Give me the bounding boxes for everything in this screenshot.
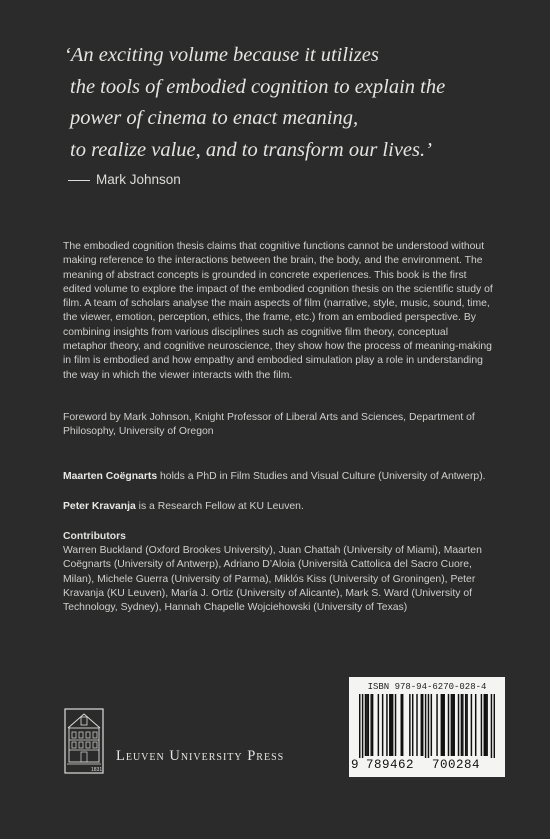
barcode-bar <box>392 694 393 756</box>
barcode-bar <box>462 694 463 756</box>
barcode-bar <box>471 694 472 756</box>
barcode-bar <box>421 694 422 756</box>
barcode-digits-left: 789462 <box>366 758 415 772</box>
barcode-bar <box>416 694 417 756</box>
editor-bio <box>63 500 493 514</box>
university-building-logo-icon <box>64 708 104 774</box>
foreword-note: Foreword by Mark Johnson, Knight Professor of Liberal Arts and Sciences, Department of Philosophy, University of Oregon <box>63 412 475 438</box>
logo-year: 1831 <box>91 767 103 773</box>
barcode-bar <box>441 694 442 756</box>
editor-name: Peter Kravanja <box>63 501 136 512</box>
quote-author: Mark Johnson <box>96 172 181 187</box>
contributors-list: Warren Buckland (Oxford Brookes University), Juan Chattah (University of Miami), Maarten Coëgnarts (University of Antwerp), Adriano D’Aloia (Università Cattolica del Sacro Cuore, Milan), Michele Guerra (University of Parma), Miklós Kiss (University of Groningen), Peter Kravanja (KU Leuven), María J. Ortiz (University of Alicante), Mark S. Ward (University of Technology, Sydney), Hannah Chapelle Wojciehowski (University of Texas) <box>63 545 482 614</box>
barcode-bar <box>366 694 367 756</box>
barcode-bar <box>448 694 449 756</box>
barcode-bar <box>494 694 495 758</box>
barcode-bar <box>431 694 432 756</box>
em-dash <box>68 180 90 181</box>
barcode-bar <box>378 694 379 756</box>
barcode-digit-first: 9 <box>351 758 360 772</box>
quote-line: ‘An exciting volume because it utilizes <box>64 44 379 66</box>
barcode-bar <box>451 694 452 756</box>
barcode-bar <box>425 694 426 758</box>
barcode-bar <box>458 694 459 756</box>
endorsement-quote <box>64 40 504 166</box>
quote-line: power of cinema to enact meaning, <box>70 107 359 129</box>
barcode-bar <box>466 694 467 756</box>
barcode-bar <box>359 694 360 758</box>
barcode-bar <box>409 694 410 756</box>
barcode-bar <box>491 694 492 758</box>
barcode-bar <box>365 694 366 756</box>
publisher-name: Leuven University Press <box>116 748 285 764</box>
barcode-bar <box>481 694 482 756</box>
editor-bio-text: holds a PhD in Film Studies and Visual Culture (University of Antwerp). <box>157 471 486 482</box>
barcode-bar <box>370 694 371 756</box>
barcode-bar <box>436 694 437 756</box>
isbn-barcode <box>349 677 505 777</box>
barcode-bar <box>402 694 403 756</box>
barcode-bar <box>412 694 413 756</box>
editor-bio-text: is a Research Fellow at KU Leuven. <box>135 501 304 512</box>
barcode-bar <box>461 694 462 756</box>
barcode-bar <box>453 694 454 756</box>
barcode-bar <box>362 694 363 758</box>
barcode-bars <box>359 694 495 758</box>
barcode-bar <box>386 694 387 756</box>
isbn-label: ISBN 978-94-6270-028-4 <box>367 682 487 692</box>
barcode-bar <box>475 694 476 756</box>
barcode-bar <box>443 694 444 756</box>
editor-name: Maarten Coëgnarts <box>63 471 158 482</box>
editor-bio <box>63 470 493 484</box>
barcode-bar <box>368 694 369 756</box>
barcode-bar <box>452 694 453 756</box>
barcode-digits-right: 700284 <box>432 758 481 772</box>
quote-attribution <box>68 172 181 187</box>
barcode-bar <box>382 694 383 756</box>
barcode-bar <box>401 694 402 756</box>
barcode-bar <box>422 694 423 756</box>
contributors-heading: Contributors <box>63 531 126 542</box>
barcode-bar <box>389 694 390 756</box>
book-blurb: The embodied cognition thesis claims that cognitive functions cannot be understood without making reference to the interactions between the brain, the body, and the environment. The meaning of abstract concepts is grounded in concrete experiences. This book is the first edited volume to explore the impact of the embodied cognition thesis on the scientific study of film. A team of scholars analyse the main aspects of film (narrative, style, music, sound, time, the viewer, emotion, perception, ethics, the frame, etc.) from an embodied perspective. By combining insights from various disciplines such as cognitive film theory, conceptual metaphor theory, and cognitive neuroscience, they show how the process of meaning-making in film is embodied and how empathy and embodied simulation play a role in understanding the way in which the viewer interacts with the film. <box>63 241 493 381</box>
barcode-bar <box>465 694 466 756</box>
quote-line: the tools of embodied cognition to explain the <box>70 75 446 98</box>
barcode-bar <box>390 694 391 756</box>
barcode-bar <box>428 694 429 758</box>
barcode-bar <box>372 694 373 756</box>
barcode-bar <box>395 694 396 756</box>
barcode-bar <box>484 694 485 756</box>
barcode-bar <box>442 694 443 756</box>
quote-line: to realize value, and to transform our lives.’ <box>70 138 432 161</box>
barcode-bar <box>485 694 486 756</box>
barcode-bar <box>486 694 487 756</box>
